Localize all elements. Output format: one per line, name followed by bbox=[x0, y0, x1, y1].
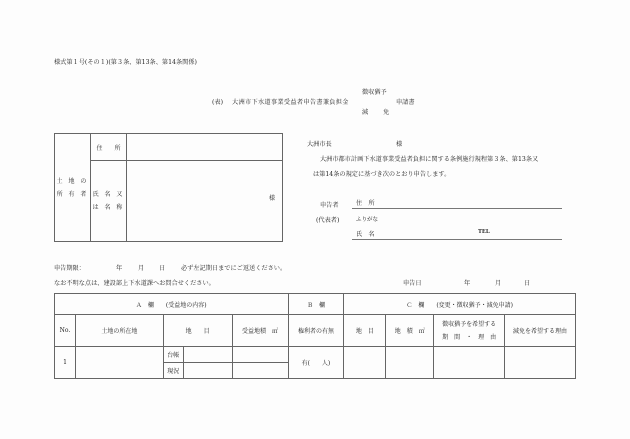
deadline-note: 必ず左記期日までにご返送ください。 bbox=[181, 265, 287, 272]
header-c-area: 地 積 ㎡ bbox=[386, 315, 434, 347]
applicant-label: 申告者 bbox=[320, 202, 339, 209]
deadline-label: 申告期限： bbox=[54, 265, 85, 272]
owner-honorific: 様 bbox=[268, 195, 275, 202]
header-exemption-reason: 減免を希望する理由 bbox=[505, 315, 576, 347]
header-location: 土地の所在地 bbox=[75, 315, 163, 347]
filing-date-label: 申告日 bbox=[403, 280, 422, 287]
owner-group-label-line2: 所 有 者 bbox=[56, 190, 89, 198]
row-c-land-category-field[interactable] bbox=[344, 347, 386, 379]
header-deferral-line2: 期 間 ・ 理 由 bbox=[442, 333, 497, 341]
benefit-land-table bbox=[54, 293, 576, 379]
owner-group-label-line1: 土 地 の bbox=[56, 177, 89, 185]
row-ledger-area-field[interactable] bbox=[232, 347, 288, 363]
filing-date-day: 日 bbox=[524, 280, 531, 287]
row-c-area-field[interactable] bbox=[386, 347, 434, 379]
applicant-tel-label: TEL bbox=[478, 229, 491, 235]
applicant-address-field[interactable] bbox=[352, 198, 562, 209]
body-line-2: は第14条の規定に基づき次のとおり申告します。 bbox=[313, 171, 451, 178]
owner-table bbox=[54, 133, 283, 242]
row-location-field[interactable] bbox=[75, 347, 163, 379]
row-current-category-field[interactable] bbox=[183, 363, 232, 379]
applicant-address-label: 住 所 bbox=[356, 200, 375, 207]
form-number: 様式第１号(その１)(第３条、第13条、第14条関係) bbox=[54, 59, 197, 66]
applicant-name-field[interactable] bbox=[352, 229, 562, 240]
owner-name-label-line2: は 名 称 bbox=[92, 204, 125, 211]
owner-group-label bbox=[55, 134, 91, 242]
owner-address-label: 住 所 bbox=[91, 134, 127, 161]
applicant-name-label: 氏 名 bbox=[356, 231, 375, 238]
filing-date-year: 年 bbox=[464, 280, 471, 287]
section-c-header: Ｃ 欄 (変更・徴収猶予・減免申請) bbox=[344, 294, 576, 315]
row-deferral-field[interactable] bbox=[434, 347, 505, 379]
row-current-label: 現況 bbox=[163, 363, 183, 379]
header-deferral-line1: 徴収猶予を希望する bbox=[442, 320, 497, 328]
row-no: 1 bbox=[55, 347, 76, 379]
filing-date-month: 月 bbox=[495, 280, 502, 287]
row-current-area-field[interactable] bbox=[232, 363, 288, 379]
row-ledger-label: 台帳 bbox=[163, 347, 183, 363]
title-option-reduce: 減 bbox=[362, 109, 369, 116]
owner-address-field[interactable] bbox=[127, 134, 283, 161]
addressee-honorific: 様 bbox=[396, 141, 403, 148]
deadline-day: 日 bbox=[159, 265, 166, 272]
applicant-rep-label: (代表者) bbox=[316, 217, 340, 224]
section-a-header: Ａ 欄 (受益地の内容) bbox=[55, 294, 289, 315]
owner-name-label bbox=[91, 161, 127, 242]
row-rights-field[interactable]: 有( 人) bbox=[288, 347, 344, 379]
title-option-deferral: 徴収猶予 bbox=[362, 89, 387, 96]
table-row bbox=[55, 347, 576, 363]
row-exemption-field[interactable] bbox=[505, 347, 576, 379]
header-c-land-category: 地 目 bbox=[344, 315, 386, 347]
addressee-mayor: 大洲市長 bbox=[307, 141, 332, 148]
section-b-header: Ｂ 欄 bbox=[288, 294, 344, 315]
deadline-year: 年 bbox=[116, 265, 123, 272]
title-prefix: (表) bbox=[212, 99, 224, 106]
title-main: 大洲市下水道事業受益者申告書兼負担金 bbox=[232, 99, 349, 106]
owner-name-field[interactable] bbox=[127, 161, 283, 242]
header-deferral bbox=[434, 315, 505, 347]
body-line-1: 大洲市都市計画下水道事業受益者負担に関する条例施行規程第３条、第13条又 bbox=[320, 156, 539, 163]
header-benefit-area: 受益地積 ㎡ bbox=[232, 315, 288, 347]
title-suffix: 申請書 bbox=[396, 99, 415, 106]
header-no: No. bbox=[55, 315, 76, 347]
deadline-month: 月 bbox=[138, 265, 145, 272]
header-land-category: 地 目 bbox=[163, 315, 232, 347]
header-rights-holders: 権利者の有無 bbox=[288, 315, 344, 347]
row-ledger-category-field[interactable] bbox=[183, 347, 232, 363]
owner-name-label-line1: 氏 名 又 bbox=[92, 191, 125, 198]
title-option-exempt: 免 bbox=[383, 109, 390, 116]
inquiry-note: なお不明な点は、建設部上下水道課へお問合せください。 bbox=[54, 280, 215, 287]
applicant-furigana-label: ふりがな bbox=[356, 217, 379, 223]
